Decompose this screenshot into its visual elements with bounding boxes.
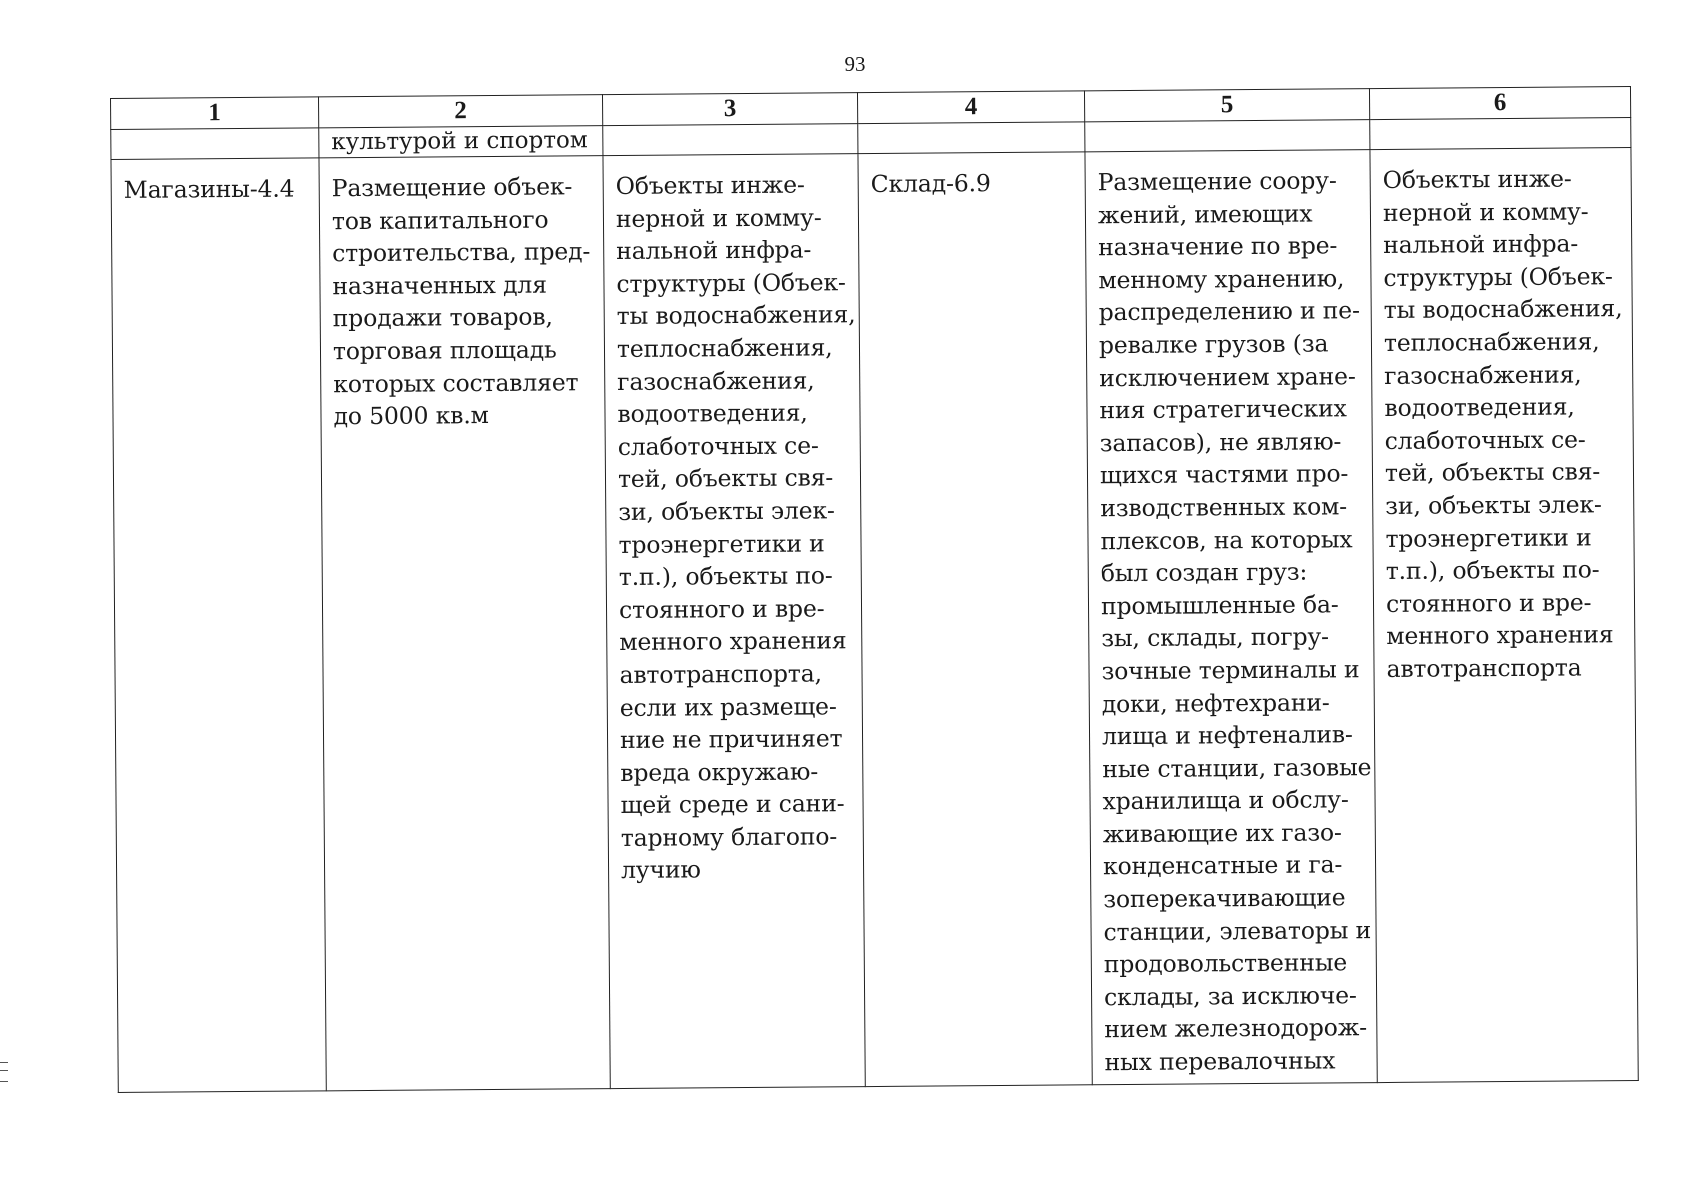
scan-edge-mark (0, 1062, 8, 1082)
cell-text-line: структуры (Объек- (616, 268, 846, 298)
header-col-4: 4 (857, 91, 1084, 124)
cell-text-line: теплоснабжения, (1383, 327, 1600, 357)
cell-text-line: менному хранению, (1098, 264, 1345, 295)
cell-text-line: хранилища и обслу- (1102, 785, 1349, 816)
zoning-table (110, 86, 1639, 1093)
cell-text-line: нерной и комму- (615, 203, 822, 233)
cell-text-line: стоянного и вре- (618, 594, 825, 624)
cell-text-line: ния стратегических (1099, 394, 1347, 425)
cell-text-line: назначенных для (332, 270, 547, 301)
header-col-6: 6 (1369, 87, 1630, 120)
cell-text-line: нием железнодорож- (1104, 1013, 1368, 1044)
cell-text-line: тей, объекты свя- (617, 463, 834, 494)
cell-conditional-use-description (1085, 150, 1377, 1085)
cell-auxiliary-objects (603, 154, 865, 1089)
continuation-cell-1 (111, 128, 319, 160)
header-col-2: 2 (318, 95, 602, 128)
cell-text-line: зы, склады, погру- (1101, 622, 1329, 653)
cell-text-line: т.п.), объекты по- (618, 561, 833, 592)
cell-text-line: назначение по вре- (1098, 231, 1338, 262)
cell-text-line: вреда окружаю- (620, 757, 819, 787)
continuation-cell-4 (858, 122, 1085, 154)
cell-text-line: Склад-6.9 (870, 169, 991, 199)
table-row (111, 148, 1638, 1093)
cell-text-line: Объекты инже- (1382, 164, 1572, 195)
cell-text-line: щей среде и сани- (620, 789, 845, 820)
cell-text-line: водоотведения, (617, 398, 808, 429)
cell-text-line: зоперекачивающие (1103, 883, 1346, 914)
cell-text-line: продовольственные (1103, 948, 1348, 979)
cell-conditional-auxiliary-objects (1370, 148, 1638, 1083)
cell-text-line: менного хранения (619, 626, 847, 657)
cell-text-line: изводственных ком- (1100, 492, 1348, 523)
cell-text-line: зи, объекты элек- (1385, 490, 1602, 520)
cell-text-line: торговая площадь (332, 335, 557, 366)
cell-text-line: слаботочных се- (617, 431, 819, 461)
cell-text-line: зи, объекты элек- (618, 496, 835, 526)
cell-text-line: лища и нефтеналив- (1101, 720, 1353, 751)
cell-text-line: теплоснабжения, (616, 333, 833, 363)
cell-text-line: нерной и комму- (1382, 196, 1589, 227)
cell-text-line: тарному благопо- (620, 822, 838, 852)
cell-text-line: стоянного и вре- (1385, 588, 1592, 618)
cell-text-line: исключением хране- (1099, 361, 1356, 392)
continuation-cell-3 (603, 124, 858, 156)
cell-text-line: лучию (620, 855, 701, 885)
cell-text-line: нальной инфра- (1383, 229, 1579, 260)
cell-text-line: живающие их газо- (1102, 818, 1342, 849)
cell-text-line: склады, за исключе- (1103, 981, 1357, 1012)
cell-text-line: запасов), не являю- (1099, 427, 1342, 457)
continuation-cell-6 (1370, 118, 1631, 150)
cell-text-line: зочные терминалы и (1101, 655, 1360, 686)
cell-text-line: ты водоснабжения, (1383, 294, 1623, 325)
continuation-cell-2: культурой и спортом (319, 126, 603, 158)
cell-text-line: автотранспорта, (619, 659, 823, 689)
cell-text-line: троэнергетики и (1385, 522, 1592, 553)
cell-text-line: плексов, на которых (1100, 524, 1353, 555)
cell-text-line: Размещение объек- (331, 172, 573, 203)
cell-text-line: газоснабжения, (617, 366, 815, 396)
cell-text-line: до 5000 кв.м (333, 401, 489, 431)
cell-text-line: которых составляет (333, 367, 579, 398)
cell-text-line: ты водоснабжения, (616, 300, 856, 331)
cell-text-line: тей, объекты свя- (1384, 457, 1601, 488)
cell-text-line: продажи товаров, (332, 302, 553, 333)
cell-text-line: был создан груз: (1100, 557, 1308, 588)
cell-text-line: ревалке грузов (за (1098, 329, 1329, 360)
cell-text-line: строительства, пред- (332, 237, 591, 268)
cell-text-line: ние не причиняет (619, 724, 843, 755)
cell-text-line: структуры (Объек- (1383, 261, 1613, 292)
cell-conditional-use-type (858, 152, 1092, 1087)
cell-text-line: Размещение соору- (1097, 166, 1337, 197)
cell-text-line: станции, элеваторы и (1103, 915, 1372, 946)
header-col-1: 1 (111, 97, 319, 130)
cell-text-line: если их размеще- (619, 691, 837, 722)
cell-text-line: слаботочных се- (1384, 425, 1586, 455)
cell-text-line: менного хранения (1386, 620, 1614, 651)
cell-text-line: Магазины-4.4 (123, 174, 295, 204)
cell-text-line: ных перевалочных (1104, 1046, 1336, 1077)
cell-text-line: тов капитального (331, 205, 549, 235)
continuation-cell-5 (1085, 120, 1370, 152)
header-col-3: 3 (602, 93, 857, 126)
cell-text-line: водоотведения, (1384, 392, 1575, 423)
cell-text-line: автотранспорта (1386, 653, 1582, 683)
header-col-5: 5 (1084, 89, 1369, 122)
cell-text-line: ные станции, газовые (1102, 752, 1372, 783)
cell-text-line: т.п.), объекты по- (1385, 555, 1600, 586)
cell-text-line: Объекты инже- (615, 170, 805, 201)
cell-text-line: щихся частями про- (1099, 459, 1349, 490)
cell-text-line: доки, нефтехрани- (1101, 687, 1330, 718)
page-number: 93 (844, 52, 866, 76)
cell-text-line: конденсатные и га- (1102, 850, 1343, 881)
cell-use-description (319, 156, 610, 1091)
cell-text-line: жений, имеющих (1097, 199, 1313, 229)
cell-text-line: троэнергетики и (618, 528, 825, 559)
cell-text-line: газоснабжения, (1384, 360, 1582, 390)
cell-use-type (111, 158, 326, 1093)
cell-text-line: промышленные ба- (1100, 590, 1339, 620)
cell-text-line: распределению и пе- (1098, 296, 1360, 327)
cell-text-line: нальной инфра- (616, 235, 812, 266)
